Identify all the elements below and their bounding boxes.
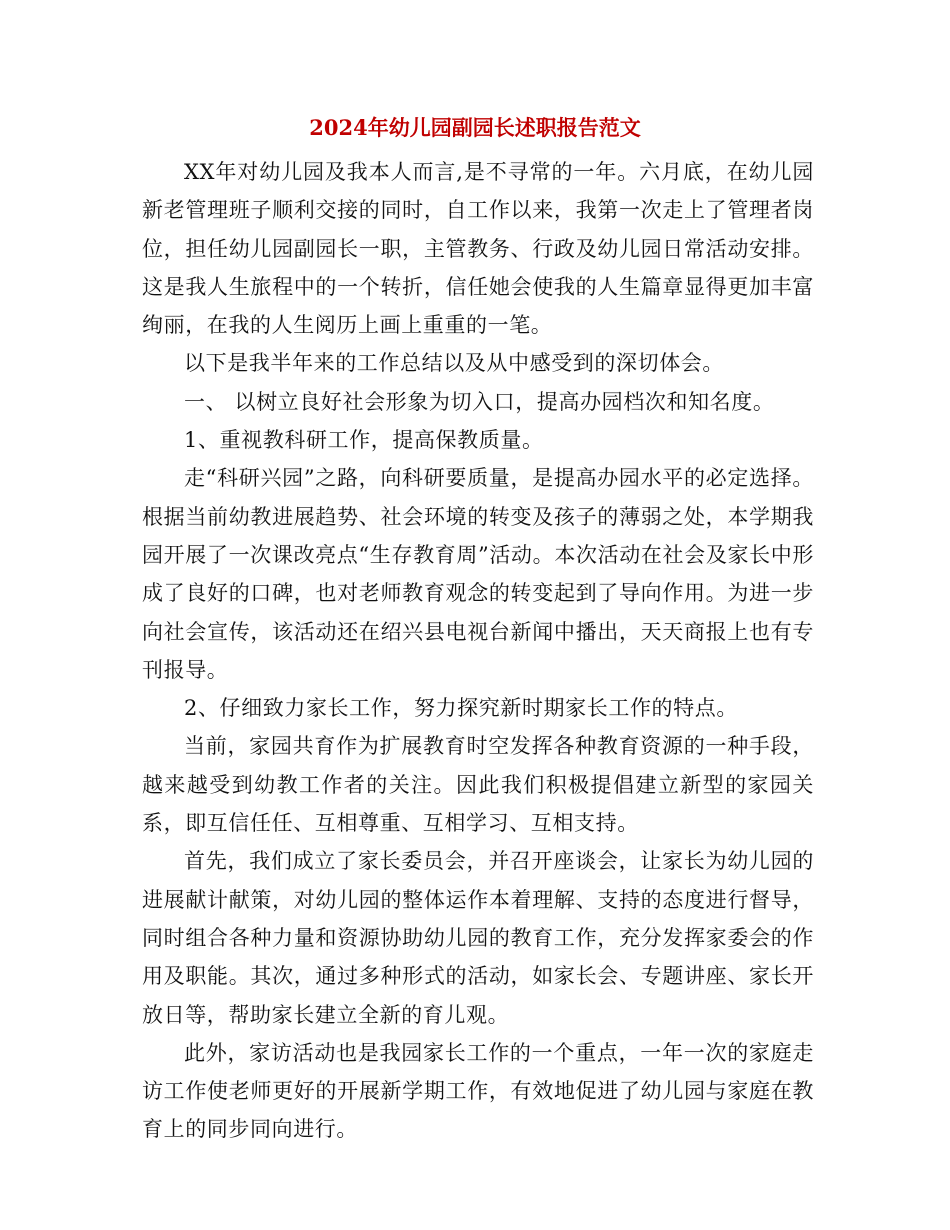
document-body — [142, 153, 814, 1149]
paragraph-parent-committee: 首先，我们成立了家长委员会，并召开座谈会，让家长为幼儿园的进展献计献策，对幼儿园的整体运作本着理解、支持的态度进行督导，同时组合各种力量和资源协助幼儿园的教育工作，充分发挥家委会的作用及职能。其次，通过多种形式的活动，如家长会、专题讲座、家长开放日等，帮助家长建立全新的育儿观。 — [142, 849, 814, 1027]
section-heading-1: 一、 以树立良好社会形象为切入口，提高办园档次和知名度。 — [184, 389, 775, 414]
document-title: 2024年幼儿园副园长述职报告范文 — [309, 115, 641, 140]
paragraph-home-visits: 此外，家访活动也是我园家长工作的一个重点，一年一次的家庭走访工作使老师更好的开展新学期工作，有效地促进了幼儿园与家庭在教育上的同步同向进行。 — [142, 1040, 814, 1142]
subsection-heading-2: 2、仔细致力家长工作，努力探究新时期家长工作的特点。 — [184, 696, 738, 721]
subsection-heading-1: 1、重视教科研工作，提高保教质量。 — [184, 428, 544, 453]
paragraph-summary-lead: 以下是我半年来的工作总结以及从中感受到的深切体会。 — [184, 351, 724, 376]
paragraph-home-school: 当前，家园共育作为扩展教育时空发挥各种教育资源的一种手段，越来越受到幼教工作者的关注。因此我们积极提倡建立新型的家园关系，即互信任任、互相尊重、互相学习、互相支持。 — [142, 734, 814, 836]
paragraph-intro: XX年对幼儿园及我本人而言,是不寻常的一年。六月底，在幼儿园新老管理班子顺利交接的同时，自工作以来，我第一次走上了管理者岗位，担任幼儿园副园长一职，主管教务、行政及幼儿园日常活动安排。这是我人生旅程中的一个转折，信任她会使我的人生篇章显得更加丰富绚丽，在我的人生阅历上画上重重的一笔。 — [142, 160, 814, 338]
paragraph-research: 走“科研兴园”之路，向科研要质量，是提高办园水平的必定选择。根据当前幼教进展趋势、社会环境的转变及孩子的薄弱之处，本学期我园开展了一次课改亮点“生存教育周”活动。本次活动在社会及家长中形成了良好的口碑，也对老师教育观念的转变起到了导向作用。为进一步向社会宣传，该活动还在绍兴县电视台新闻中播出，天天商报上也有专刊报导。 — [142, 466, 814, 682]
